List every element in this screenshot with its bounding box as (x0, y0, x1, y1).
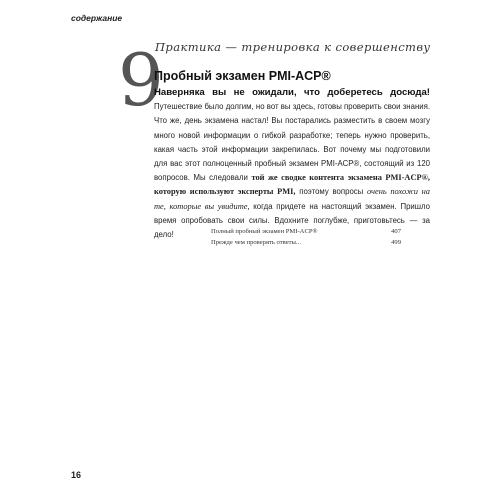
toc-entry[interactable] (211, 237, 401, 248)
intro-text-2: поэтому вопросы (295, 187, 368, 197)
toc-entry-page: 407 (391, 228, 401, 235)
intro-bold-phrase: той же сводке контента экзамена PMI-ACP®, которую используют эксперты PMI, (154, 173, 430, 197)
intro-text-3: когда придете на настоящий экзамен. Пришло время опробовать свои силы. Вдохните поглубже, приготовьтесь — за дело! (154, 201, 430, 240)
intro-text-1: Путешествие было долгим, но вот вы здесь, готовы проверить свои знания. Что же, день экзамена настал! Вы постарались разместить в своем мозгу много новой информации о гибкой разработке; теперь нужно проверить, какая часть этой информации закрепилась. Вот почему мы подготовили для вас этот полноценный пробный экзамен PMI-ACP®, состоящий из 120 вопросов. Мы следовали (154, 102, 430, 183)
toc-entry-label: Полный пробный экзамен PMI-ACP® (211, 228, 318, 235)
table-of-contents (211, 226, 401, 248)
page-number: 16 (71, 470, 82, 480)
toc-entry-page: 499 (391, 239, 401, 246)
section-header-label: содержание (71, 13, 123, 23)
chapter-title: Пробный экзамен PMI-ACP® (154, 69, 331, 83)
intro-italic-phrase: очень похожи на те, которые вы увидите, (154, 187, 430, 211)
toc-entry-label: Прежде чем проверять ответы... (211, 239, 301, 246)
intro-lead: Наверняка вы не ожидали, что доберетесь досюда! (154, 87, 430, 98)
chapter-subtitle: Практика — тренировка к совершенству (155, 40, 431, 54)
chapter-number: 9 (118, 38, 164, 122)
toc-entry[interactable] (211, 226, 401, 237)
chapter-intro (154, 86, 430, 242)
